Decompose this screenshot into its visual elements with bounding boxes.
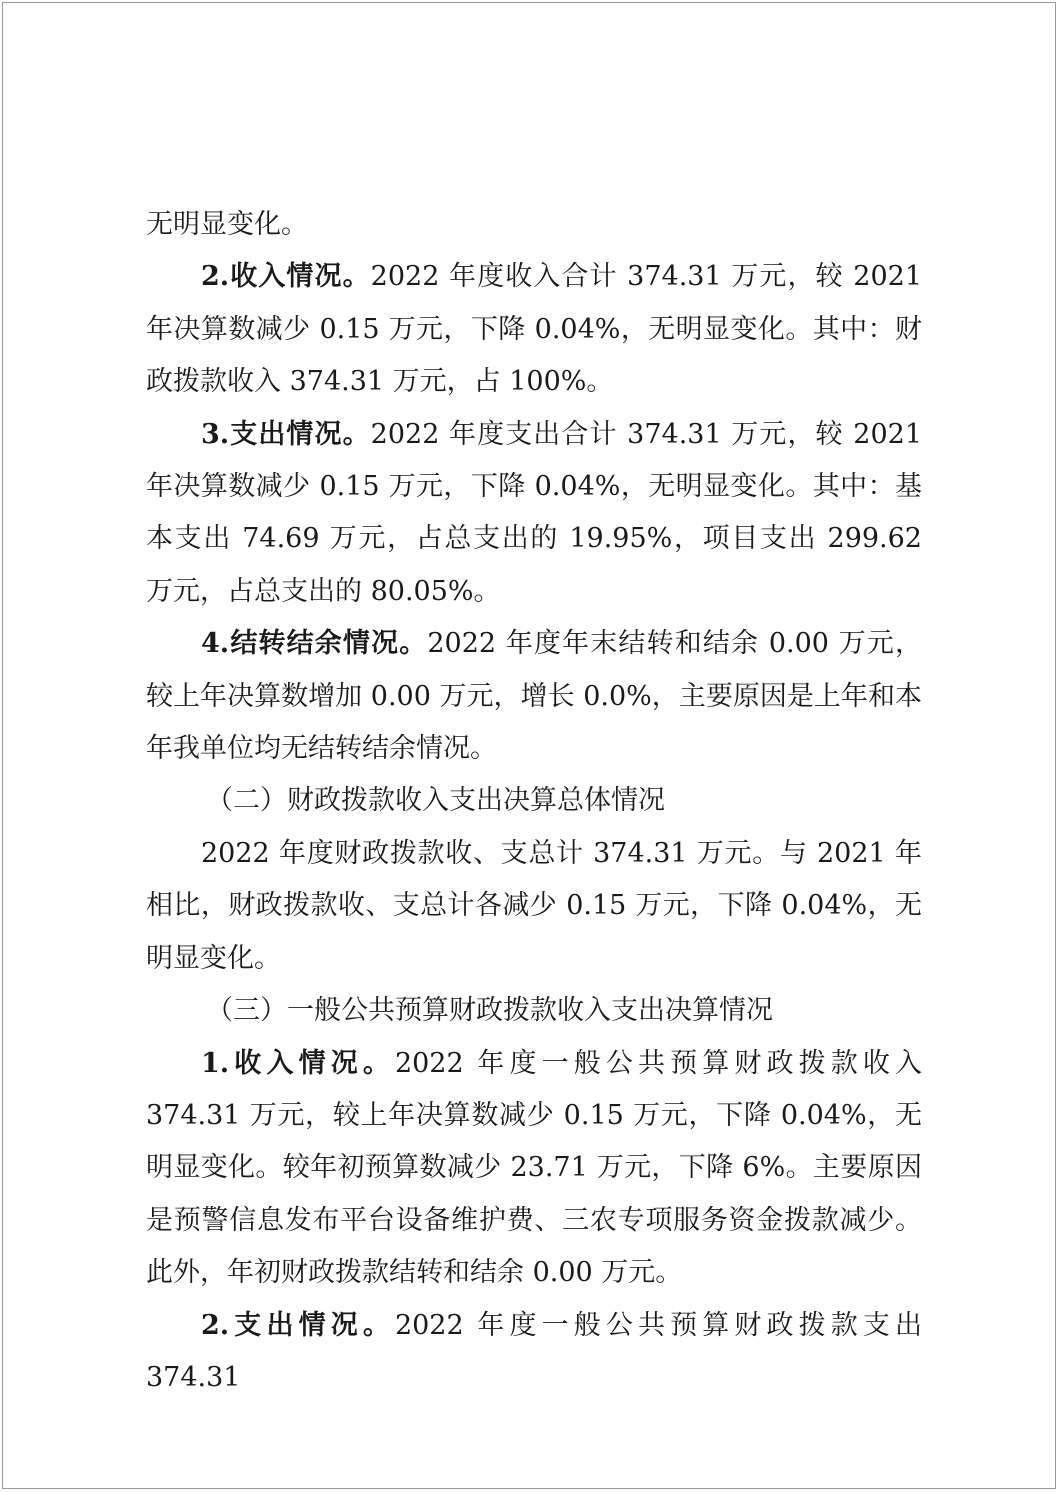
paragraph-text: 2022 年度一般公共预算财政拨款支出 374.31: [146, 1309, 923, 1393]
section-lead-income: 2.收入情况。: [201, 261, 371, 293]
paragraph-carryover: [146, 618, 922, 775]
paragraph-general-expenditure: [146, 1300, 922, 1405]
section-heading-fiscal-overview: （二）财政拨款收入支出决算总体情况: [206, 785, 665, 817]
section-lead-general-income: 1.收入情况。: [201, 1047, 395, 1079]
section-lead-general-expenditure: 2.支出情况。: [201, 1309, 395, 1341]
section-lead-expenditure: 3.支出情况。: [201, 418, 371, 450]
paragraph-general-income: [146, 1038, 922, 1300]
paragraph-fiscal-overview: [146, 828, 922, 985]
page-frame: [2, 2, 1056, 1489]
paragraph-text: 2022 年度收入合计 374.31 万元，较 2021 年决算数减少 0.15 万元，下降 0.04%，无明显变化。其中：财政拨款收入 374.31 万元，占 100%。: [146, 261, 923, 398]
paragraph-text: 2022 年度支出合计 374.31 万元，较 2021 年决算数减少 0.15 万元，下降 0.04%，无明显变化。其中：基本支出 74.69 万元，占总支出的 19.95%，项目支出 299.62 万元，占总支出的 80.05%。: [146, 418, 923, 607]
section-heading-general-budget: （三）一般公共预算财政拨款收入支出决算情况: [206, 995, 773, 1027]
paragraph-text: 2022 年度年末结转和结余 0.00 万元，较上年决算数增加 0.00 万元，增长 0.0%，主要原因是上年和本年我单位均无结转结余情况。: [146, 628, 923, 765]
paragraph-continuation: [146, 199, 922, 251]
paragraph-expenditure: [146, 409, 922, 619]
document-body: [146, 199, 922, 1404]
section-lead-carryover: 4.结转结余情况。: [201, 628, 428, 660]
paragraph-income: [146, 251, 922, 408]
paragraph-text: 2022 年度财政拨款收、支总计 374.31 万元。与 2021 年相比，财政拨款收、支总计各减少 0.15 万元，下降 0.04%，无明显变化。: [146, 837, 922, 974]
paragraph-text: 2022 年度一般公共预算财政拨款收入 374.31 万元，较上年决算数减少 0.15 万元，下降 0.04%，无明显变化。较年初预算数减少 23.71 万元，下降 6%。主要原因是预警信息发布平台设备维护费、三农专项服务资金拨款减少。此外，年初财政拨款结转和结余 0.00 万元。: [146, 1047, 923, 1289]
paragraph-text: 无明显变化。: [146, 209, 308, 240]
